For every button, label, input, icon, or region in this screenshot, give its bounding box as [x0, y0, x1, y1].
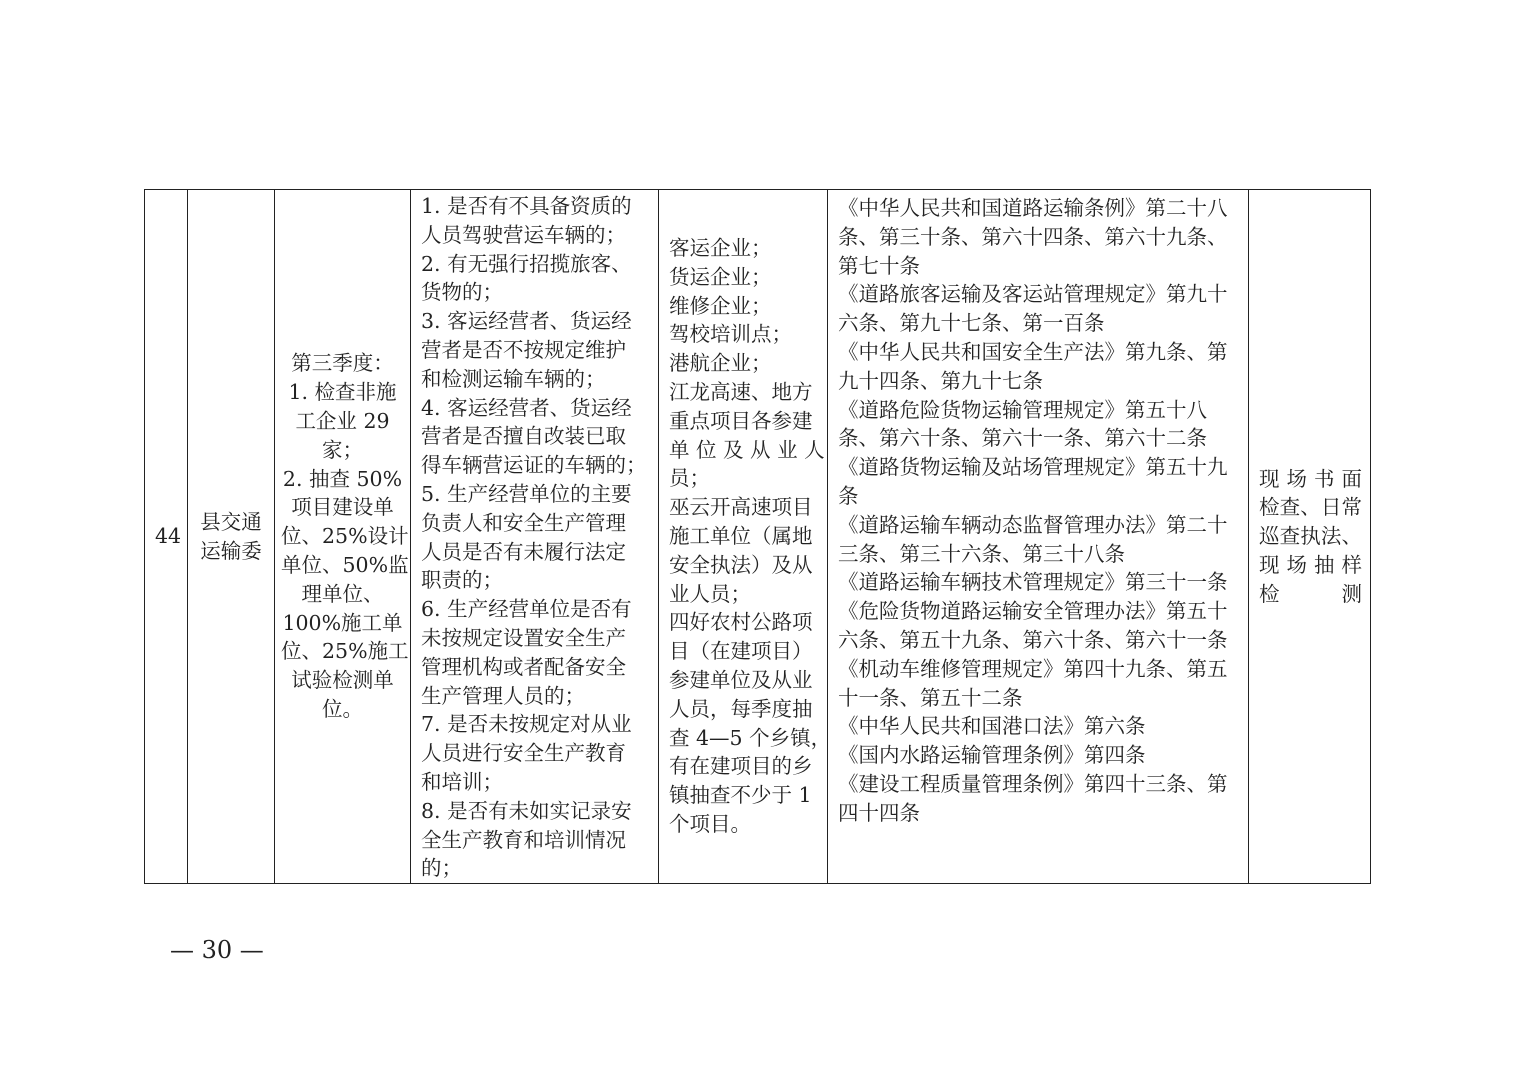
inspection-method-cell — [1249, 190, 1371, 884]
text-line: 《道路运输车辆技术管理规定》第三十一条 — [838, 570, 1228, 595]
text-line: 四好农村公路项 — [669, 610, 813, 635]
text-line: 项目建设单 — [291, 495, 394, 520]
text-line: 单 位 及 从 业 人 — [669, 437, 825, 462]
text-line: 员； — [669, 466, 710, 491]
text-line: 3. 客运经营者、货运经 — [421, 309, 632, 334]
text-line: 货运企业； — [669, 264, 772, 289]
text-line: 现场抽样 — [1259, 552, 1362, 577]
legal-basis-lines — [828, 190, 1248, 828]
text-line: 《建设工程质量管理条例》第四十三条、第 — [838, 771, 1228, 796]
text-line: 2. 有无强行招揽旅客、 — [421, 251, 632, 276]
text-line: 条、第三十条、第六十四条、第六十九条、 — [838, 224, 1228, 249]
text-line: 安全执法）及从 — [669, 552, 813, 577]
text-line: 未按规定设置安全生产 — [421, 625, 626, 650]
text-line: 重点项目各参建 — [669, 408, 813, 433]
text-line: 江龙高速、地方 — [669, 379, 813, 404]
text-line: 人员进行安全生产教育 — [421, 741, 626, 766]
text-line: 的； — [421, 856, 462, 881]
text-line: 货物的； — [421, 280, 503, 305]
text-line: 第七十条 — [838, 253, 920, 278]
text-line: 三条、第三十六条、第三十八条 — [838, 541, 1125, 566]
inspection-plan-cell — [275, 190, 411, 884]
text-line: 业人员； — [669, 581, 751, 606]
text-line: 《国内水路运输管理条例》第四条 — [838, 743, 1146, 768]
department-cell — [188, 190, 275, 884]
text-line: 检测 — [1259, 581, 1362, 606]
text-line: 查 4—5 个乡镇， — [669, 725, 832, 750]
legal-basis-cell — [828, 190, 1249, 884]
text-line: 位、25%施工 — [281, 639, 409, 664]
page-number: — 30 — — [170, 936, 264, 964]
row-number: 44 — [155, 524, 182, 549]
text-line: 维修企业； — [669, 293, 772, 318]
text-line: 《机动车维修管理规定》第四十九条、第五 — [838, 656, 1228, 681]
inspection-method-lines — [1249, 465, 1370, 609]
inspection-targets-lines — [659, 190, 832, 839]
text-line: 《中华人民共和国安全生产法》第九条、第 — [838, 339, 1228, 364]
text-line: 工企业 29 — [295, 408, 390, 433]
table-row — [145, 190, 1371, 884]
text-line: 《道路运输车辆动态监督管理办法》第二十 — [838, 512, 1228, 537]
text-line: 巡查执法、 — [1259, 524, 1362, 549]
text-line: 单位、50%监 — [281, 552, 409, 577]
text-line: 目（在建项目） — [669, 639, 813, 664]
text-line: 2. 抽查 50% — [282, 466, 403, 491]
text-line: 现场书面 — [1259, 466, 1362, 491]
text-line: 1. 是否有不具备资质的 — [421, 194, 632, 218]
text-line: 8. 是否有未如实记录安 — [421, 798, 632, 823]
text-line: 5. 生产经营单位的主要 — [421, 481, 632, 506]
text-line: 《道路危险货物运输管理规定》第五十八 — [838, 397, 1207, 422]
text-line: 人员驾驶营运车辆的； — [421, 222, 626, 247]
text-line: 人员是否有未履行法定 — [421, 539, 626, 564]
text-line: 六条、第五十九条、第六十条、第六十一条 — [838, 627, 1228, 652]
text-line: 检查、日常 — [1259, 495, 1362, 520]
text-line: 《危险货物道路运输安全管理办法》第五十 — [838, 599, 1228, 624]
text-line: 《道路旅客运输及客运站管理规定》第九十 — [838, 282, 1228, 307]
text-line: 六条、第九十七条、第一百条 — [838, 311, 1105, 336]
text-line: 4. 客运经营者、货运经 — [421, 395, 632, 420]
inspection-items-cell — [411, 190, 659, 884]
text-line: 县交通 — [200, 509, 262, 534]
text-line: 得车辆营运证的车辆的； — [421, 453, 647, 478]
inspection-table — [144, 189, 1371, 884]
text-line: 负责人和安全生产管理 — [421, 510, 626, 535]
text-line: 营者是否擅自改装已取 — [421, 424, 626, 449]
text-line: 生产管理人员的； — [421, 683, 585, 708]
text-line: 港航企业； — [669, 351, 772, 376]
text-line: 巫云开高速项目 — [669, 495, 813, 520]
text-line: 和培训； — [421, 769, 503, 794]
text-line: 家； — [322, 437, 363, 462]
department-lines — [188, 508, 274, 566]
text-line: 6. 生产经营单位是否有 — [421, 597, 632, 622]
text-line: 位、25%设计 — [281, 524, 409, 549]
row-number-cell — [145, 190, 188, 884]
text-line: 九十四条、第九十七条 — [838, 368, 1043, 393]
text-line: 7. 是否未按规定对从业 — [421, 712, 632, 737]
text-line: 《道路货物运输及站场管理规定》第五十九 — [838, 455, 1228, 480]
text-line: 和检测运输车辆的； — [421, 366, 606, 391]
text-line: 《中华人民共和国港口法》第六条 — [838, 714, 1146, 739]
text-line: 管理机构或者配备安全 — [421, 654, 626, 679]
text-line: 有在建项目的乡 — [669, 754, 813, 779]
inspection-items-lines — [411, 190, 658, 883]
text-line: 全生产教育和培训情况 — [421, 827, 626, 852]
text-line: 人员，每季度抽 — [669, 696, 813, 721]
text-line: 十一条、第五十二条 — [838, 685, 1023, 710]
text-line: 《中华人民共和国道路运输条例》第二十八 — [838, 196, 1228, 220]
text-line: 第三季度： — [291, 351, 394, 376]
text-line: 职责的； — [421, 568, 503, 593]
text-line: 运输委 — [200, 538, 262, 563]
inspection-plan-lines — [275, 349, 410, 723]
text-line: 1. 检查非施 — [288, 380, 397, 405]
text-line: 施工单位（属地 — [669, 523, 813, 548]
inspection-targets-cell — [659, 190, 832, 884]
text-line: 镇抽查不少于 1 — [669, 783, 812, 808]
text-line: 理单位、 — [301, 581, 384, 606]
text-line: 参建单位及从业 — [669, 667, 813, 692]
text-line: 驾校培训点； — [669, 322, 792, 347]
text-line: 客运企业； — [669, 236, 772, 260]
text-line: 个项目。 — [669, 811, 751, 836]
text-line: 试验检测单 — [291, 668, 394, 693]
text-line: 四十四条 — [838, 800, 920, 825]
text-line: 位。 — [322, 696, 363, 721]
text-line: 100%施工单 — [282, 610, 403, 635]
text-line: 营者是否不按规定维护 — [421, 337, 626, 362]
text-line: 条 — [838, 483, 859, 508]
text-line: 条、第六十条、第六十一条、第六十二条 — [838, 426, 1207, 451]
